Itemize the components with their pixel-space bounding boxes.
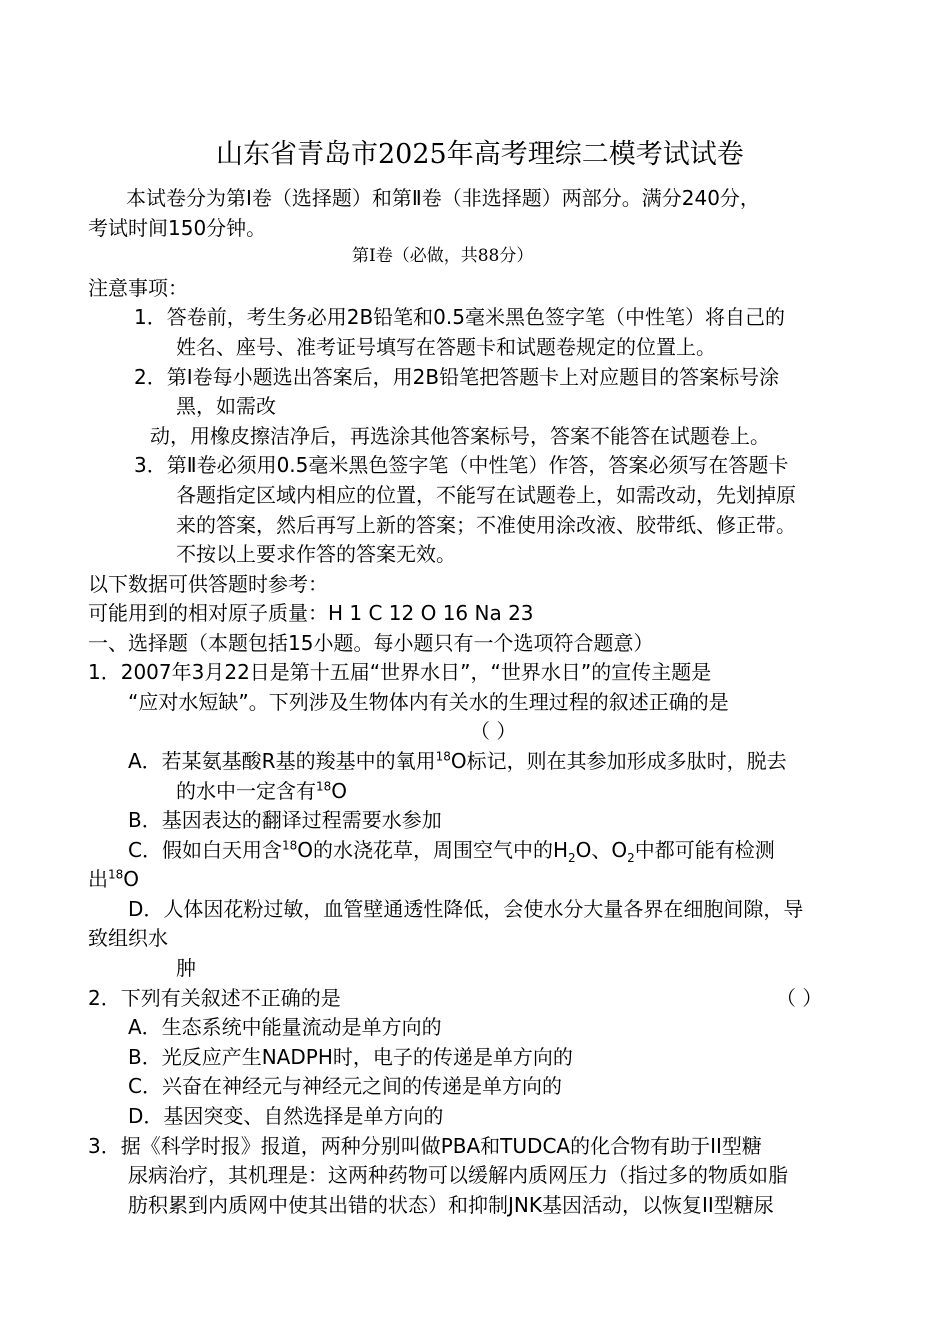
volume1-heading: 第Ⅰ卷（必做，共88分） xyxy=(352,246,534,266)
note-line: 不按以上要求作答的答案无效。 xyxy=(176,542,456,566)
note-line: 来的答案，然后再写上新的答案；不准使用涂改液、胶带纸、修正带。 xyxy=(176,513,796,537)
q1-option-d-line-2: 致组织水 xyxy=(88,926,168,950)
q3-stem-line-1: 3．据《科学时报》报道，两种分别叫做PBA和TUDCA的化合物有助于II型糖 xyxy=(88,1134,762,1158)
section1-heading: 一、选择题（本题包括15小题。每小题只有一个选项符合题意） xyxy=(88,631,654,655)
note-line: 各题指定区域内相应的位置，不能写在试题卷上，如需改动，先划掉原 xyxy=(176,483,796,507)
q3-stem-line-3: 肪积累到内质网中使其出错的状态）和抑制JNK基因活动，以恢复II型糖尿 xyxy=(128,1193,774,1217)
atomic-masses: 可能用到的相对原子质量：H 1 C 12 O 16 Na 23 xyxy=(88,601,534,625)
q2-option-c: C．兴奋在神经元与神经元之间的传递是单方向的 xyxy=(128,1074,562,1098)
q1-option-d-line-1: D．人体因花粉过敏，血管壁通透性降低，会使水分大量各界在细胞间隙，导 xyxy=(128,897,804,921)
note-line: 动，用橡皮擦洁净后，再选涂其他答案标号，答案不能答在试题卷上。 xyxy=(150,424,770,448)
q1-option-b: B．基因表达的翻译过程需要水参加 xyxy=(128,808,442,832)
note-line: 2．第Ⅰ卷每小题选出答案后，用2B铅笔把答题卡上对应题目的答案标号涂 xyxy=(134,365,780,389)
q2-option-a: A．生态系统中能量流动是单方向的 xyxy=(128,1015,442,1039)
note-line: 姓名、座号、准考证号填写在答题卡和试题卷规定的位置上。 xyxy=(176,335,716,359)
notes-heading: 注意事项： xyxy=(88,276,188,300)
q2-answer-bracket: （ ） xyxy=(776,986,823,1010)
q3-stem-line-2: 尿病治疗，其机理是：这两种药物可以缓解内质网压力（指过多的物质如脂 xyxy=(128,1163,788,1187)
note-line: 3．第Ⅱ卷必须用0.5毫米黑色签字笔（中性笔）作答，答案必须写在答题卡 xyxy=(134,453,789,477)
exam-title: 山东省青岛市2025年高考理综二模考试试卷 xyxy=(216,139,744,170)
reference-heading: 以下数据可供答题时参考： xyxy=(88,572,328,596)
q2-option-b: B．光反应产生NADPH时，电子的传递是单方向的 xyxy=(128,1045,573,1069)
q1-option-d-line-3: 肿 xyxy=(176,956,196,980)
q1-option-c-line-1: C．假如白天用含$^{18}$O的水浇花草，周围空气中的$H_2O$、$O_2$中都可能有检测 xyxy=(128,838,775,865)
note-line: 黑，如需改 xyxy=(176,394,276,418)
q2-stem: 2．下列有关叙述不正确的是 xyxy=(88,986,341,1010)
q1-option-c-line-2: 出$^{18}$O xyxy=(88,867,140,891)
q1-stem-line-2: “应对水短缺”。下列涉及生物体内有关水的生理过程的叙述正确的是 xyxy=(128,690,729,714)
intro-line-2: 考试时间150分钟。 xyxy=(88,216,267,240)
q1-stem-line-1: 1．2007年3月22日是第十五届“世界水日”，“世界水日”的宣传主题是 xyxy=(88,660,712,684)
q2-option-d: D．基因突变、自然选择是单方向的 xyxy=(128,1104,444,1128)
q1-answer-bracket: （ ） xyxy=(470,719,517,743)
q1-option-a-line-2: 的水中一定含有$^{18}$O xyxy=(176,779,348,803)
intro-line-1: 本试卷分为第Ⅰ卷（选择题）和第Ⅱ卷（非选择题）两部分。满分240分， xyxy=(126,186,760,210)
note-line: 1．答卷前，考生务必用2B铅笔和0.5毫米黑色签字笔（中性笔）将自己的 xyxy=(134,305,785,329)
q1-option-a-line-1: A．若某氨基酸R基的羧基中的氧用$^{18}$O标记，则在其参加形成多肽时，脱去 xyxy=(128,749,787,773)
